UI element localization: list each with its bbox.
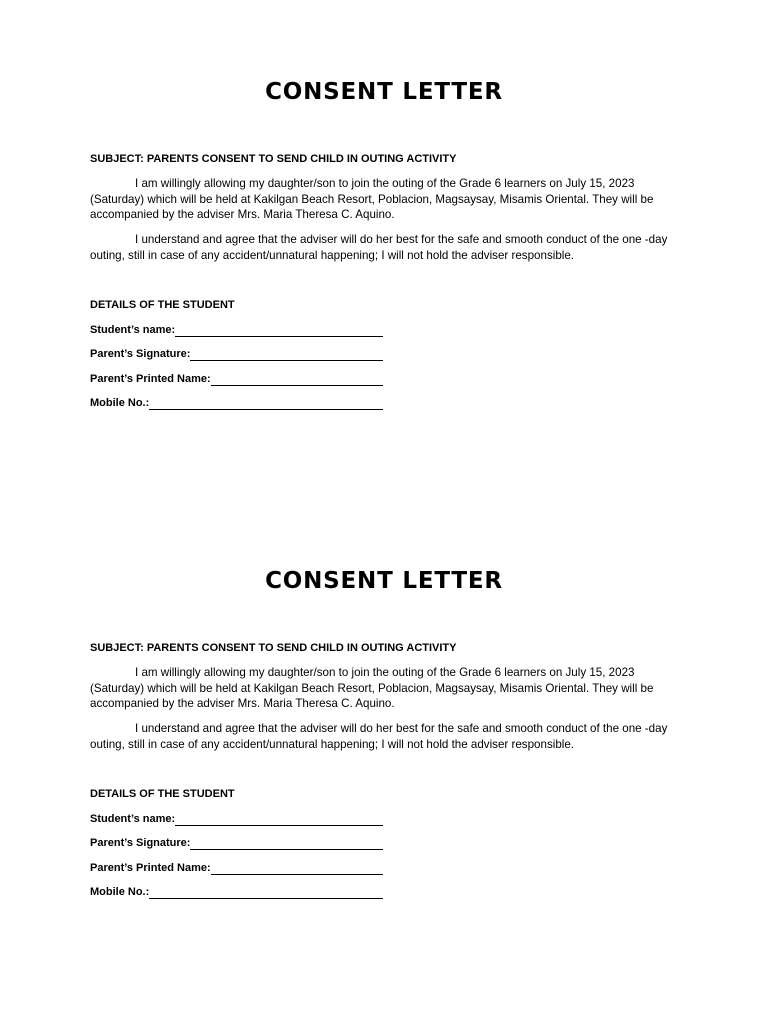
parent-printed-name-label: Parent’s Printed Name:: [90, 373, 211, 385]
parent-signature-field[interactable]: [90, 836, 383, 850]
parent-signature-label: Parent’s Signature:: [90, 348, 191, 360]
mobile-no-label: Mobile No.:: [90, 397, 150, 409]
letter-title: CONSENT LETTER: [265, 79, 503, 105]
parent-printed-name-field[interactable]: [90, 372, 383, 386]
parent-signature-blank[interactable]: [190, 349, 383, 361]
mobile-no-field[interactable]: [90, 885, 383, 899]
letter-subject: SUBJECT: PARENTS CONSENT TO SEND CHILD IN OUTING ACTIVITY: [90, 642, 457, 654]
student-name-field[interactable]: [90, 812, 383, 826]
details-heading: DETAILS OF THE STUDENT: [90, 788, 235, 800]
paragraph-agreement: I understand and agree that the adviser will do her best for the safe and smooth conduct of the one -day outing, still in case of any accident/unnatural happening; I will not hold the adviser responsible.: [90, 722, 668, 751]
mobile-no-blank[interactable]: [149, 887, 383, 899]
parent-signature-field[interactable]: [90, 347, 383, 361]
student-name-field[interactable]: [90, 323, 383, 337]
parent-printed-name-label: Parent’s Printed Name:: [90, 862, 211, 874]
paragraph-consent: I am willingly allowing my daughter/son to join the outing of the Grade 6 learners on July 15, 2023 (Saturday) which will be held at Kakilgan Beach Resort, Poblacion, Magsaysay, Misamis Oriental. They will be accompanied by the adviser Mrs. Maria Theresa C. Aquino.: [90, 177, 654, 222]
mobile-no-field[interactable]: [90, 396, 383, 410]
letter-title: CONSENT LETTER: [265, 568, 503, 594]
parent-printed-name-blank[interactable]: [211, 374, 383, 386]
student-name-blank[interactable]: [175, 814, 383, 826]
parent-signature-blank[interactable]: [190, 838, 383, 850]
details-heading: DETAILS OF THE STUDENT: [90, 299, 235, 311]
mobile-no-label: Mobile No.:: [90, 886, 150, 898]
parent-signature-label: Parent’s Signature:: [90, 837, 191, 849]
paragraph-consent: I am willingly allowing my daughter/son to join the outing of the Grade 6 learners on July 15, 2023 (Saturday) which will be held at Kakilgan Beach Resort, Poblacion, Magsaysay, Misamis Oriental. They will be accompanied by the adviser Mrs. Maria Theresa C. Aquino.: [90, 666, 654, 711]
letter-subject: SUBJECT: PARENTS CONSENT TO SEND CHILD IN OUTING ACTIVITY: [90, 153, 457, 165]
student-name-label: Student’s name:: [90, 813, 176, 825]
student-name-label: Student’s name:: [90, 324, 176, 336]
student-name-blank[interactable]: [175, 325, 383, 337]
parent-printed-name-blank[interactable]: [211, 863, 383, 875]
parent-printed-name-field[interactable]: [90, 861, 383, 875]
paragraph-agreement: I understand and agree that the adviser will do her best for the safe and smooth conduct of the one -day outing, still in case of any accident/unnatural happening; I will not hold the adviser responsible.: [90, 233, 668, 262]
mobile-no-blank[interactable]: [149, 398, 383, 410]
